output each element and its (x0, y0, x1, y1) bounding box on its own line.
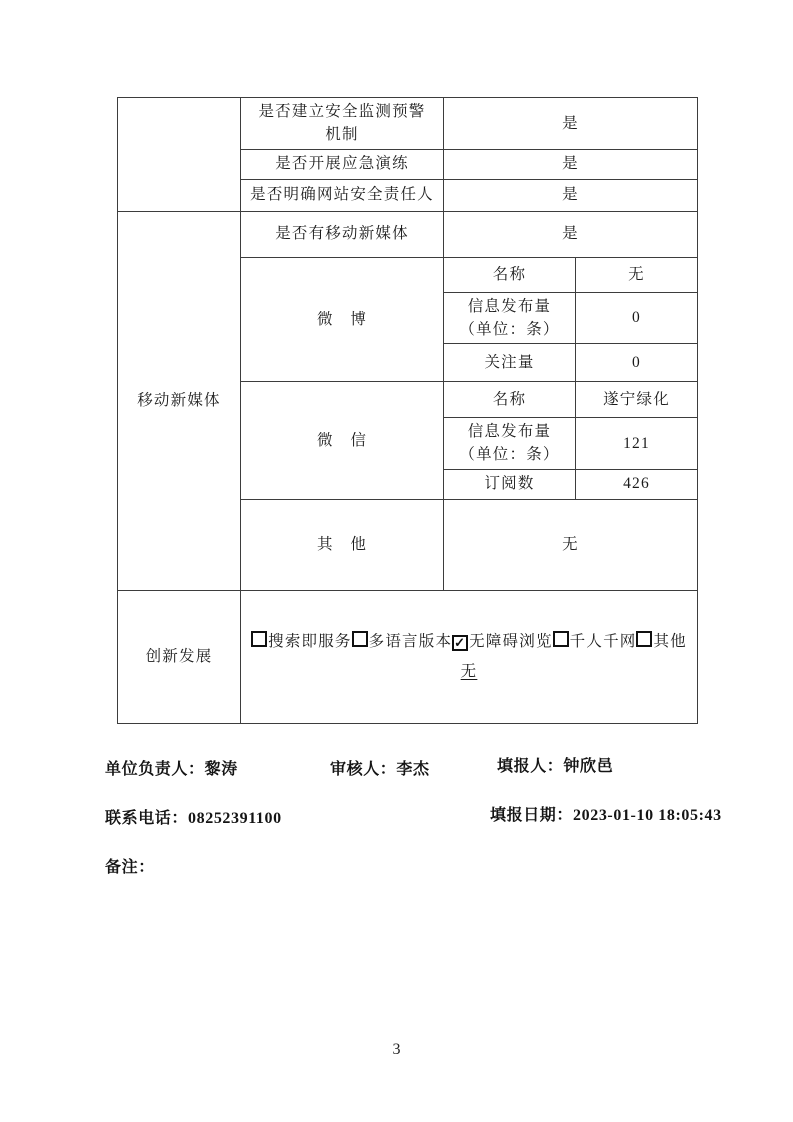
table-row (118, 590, 698, 723)
checkbox-icon[interactable] (251, 631, 267, 647)
label-line: 机制 (325, 126, 359, 144)
unit-head-name: 黎涛 (204, 761, 238, 778)
emergency-drill-label: 是否开展应急演练 (241, 149, 444, 179)
annual-report-table (117, 97, 698, 724)
filler-field (497, 753, 613, 776)
section-label-innovation: 创新发展 (118, 590, 241, 723)
wechat-posts-label (444, 418, 576, 470)
option-qianrenqianwang (553, 633, 637, 650)
wechat-posts-value: 121 (576, 418, 698, 470)
innovation-content (241, 590, 698, 723)
weibo-name-value: 无 (576, 257, 698, 292)
weibo-group-label: 微 博 (241, 257, 444, 382)
innovation-options (245, 630, 693, 653)
other-media-value: 无 (444, 499, 698, 590)
reviewer-label: 审核人： (330, 761, 397, 778)
option-search-service (251, 633, 352, 650)
emergency-drill-value: 是 (444, 149, 698, 179)
reviewer-name: 李杰 (396, 761, 430, 778)
unit-head-label: 单位负责人： (105, 761, 205, 778)
report-date-value: 2023-01-10 18:05:43 (573, 807, 722, 824)
wechat-name-value: 遂宁绿化 (576, 382, 698, 418)
wechat-subscribers-label: 订阅数 (444, 469, 576, 499)
weibo-followers-label: 关注量 (444, 344, 576, 382)
option-label: 其他 (653, 633, 687, 651)
label-line: （单位：条） (459, 320, 560, 338)
security-officer-value: 是 (444, 179, 698, 211)
security-officer-label: 是否明确网站安全责任人 (241, 179, 444, 211)
option-accessibility (452, 633, 553, 650)
remarks-label: 备注： (105, 859, 155, 876)
checkbox-icon[interactable] (636, 631, 652, 647)
wechat-name-label: 名称 (444, 382, 576, 418)
label-line: 信息发布量 (467, 297, 552, 315)
report-date-label: 填报日期： (490, 807, 574, 824)
has-mobile-media-value: 是 (444, 211, 698, 257)
filler-name: 钟欣邑 (563, 758, 614, 775)
reviewer-field (330, 756, 430, 779)
report-date-field (490, 802, 722, 825)
label-line: 信息发布量 (467, 423, 552, 440)
option-other (636, 633, 686, 650)
remarks-field (105, 854, 155, 877)
checkbox-checked-icon[interactable]: ✓ (454, 635, 467, 651)
innovation-other-value: 无 (460, 662, 478, 680)
table-row (118, 98, 698, 150)
phone-label: 联系电话： (105, 810, 189, 827)
option-multilingual (352, 633, 453, 650)
option-label: 千人千网 (569, 633, 637, 651)
weibo-posts-value: 0 (576, 292, 698, 344)
weibo-name-label: 名称 (444, 257, 576, 292)
checkbox-icon[interactable] (352, 631, 368, 647)
filler-label: 填报人： (497, 758, 564, 775)
wechat-group-label: 微 信 (241, 382, 444, 500)
phone-number: 08252391100 (188, 810, 282, 827)
unit-head-field (105, 756, 238, 779)
option-label: 搜索即服务 (268, 633, 352, 651)
option-label: 无障碍浏览 (469, 633, 553, 651)
label-line: （单位：条） (459, 446, 560, 464)
wechat-subscribers-value: 426 (576, 469, 698, 499)
label-line: 是否建立安全监测预警 (258, 103, 426, 120)
checkbox-icon[interactable] (553, 631, 569, 647)
section-label-mobile-media: 移动新媒体 (118, 211, 241, 590)
security-monitor-value: 是 (444, 98, 698, 150)
weibo-followers-value: 0 (576, 344, 698, 382)
section-cell-empty (118, 98, 241, 212)
other-media-label: 其 他 (241, 499, 444, 590)
table-row (118, 211, 698, 257)
weibo-posts-label (444, 292, 576, 344)
option-label: 多语言版本 (368, 633, 453, 651)
phone-field (105, 805, 282, 828)
page-number: 3 (392, 1041, 401, 1058)
has-mobile-media-label: 是否有移动新媒体 (241, 211, 444, 257)
security-monitor-label (241, 98, 444, 150)
